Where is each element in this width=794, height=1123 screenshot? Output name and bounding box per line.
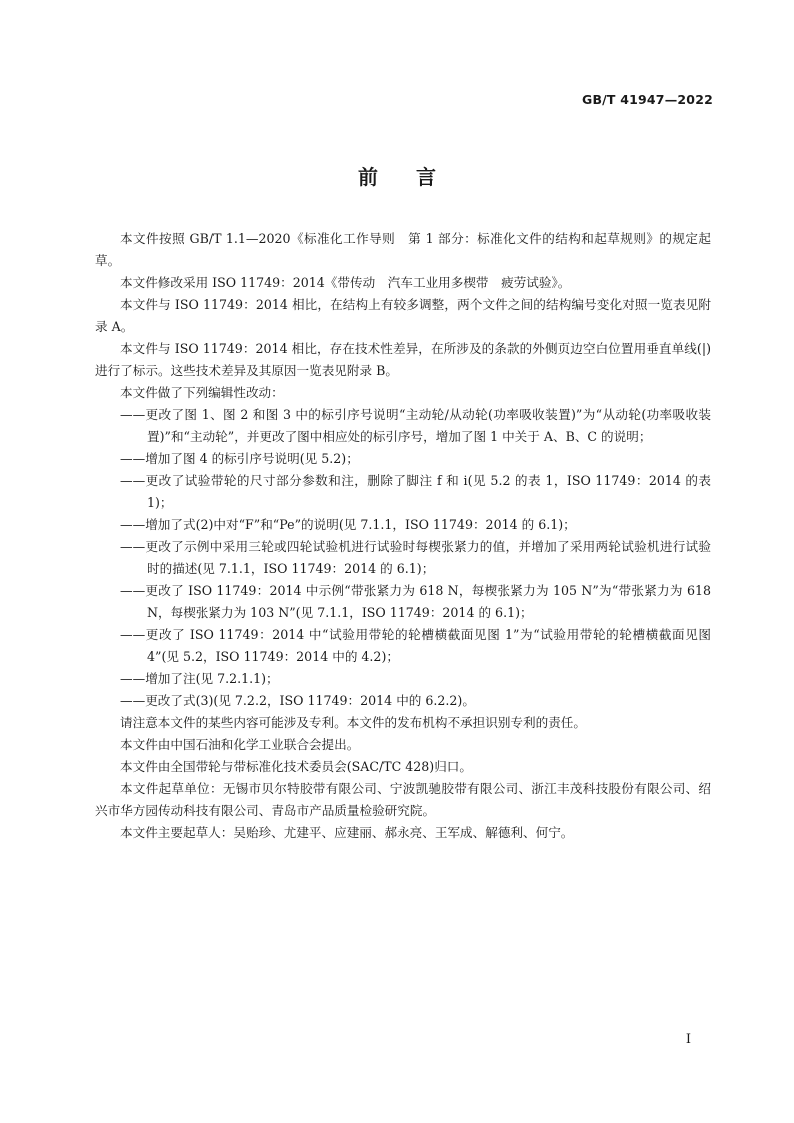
list-item: ——更改了式(3)(见 7.2.2，ISO 11749：2014 中的 6.2.2)。 xyxy=(120,693,475,708)
paragraph-adoption: 本文件修改采用 ISO 11749：2014《带传动 汽车工业用多楔带 疲劳试验》。 xyxy=(120,275,571,290)
list-item: ——增加了注(见 7.2.1.1)； xyxy=(120,671,279,686)
paragraph-drafting-rules: 本文件按照 GB/T 1.1—2020《标准化工作导则 第 1 部分：标准化文件的结构和起草规则》的规定起草。 xyxy=(95,231,711,268)
paragraph-technical-differences: 本文件与 ISO 11749：2014 相比，存在技术性差异，在所涉及的条款的外侧页边空白位置用垂直单线(|)进行了标示。这些技术差异及其原因一览表见附录 B。 xyxy=(95,341,711,378)
list-item: ——更改了图 1、图 2 和图 3 中的标引序号说明“主动轮/从动轮(功率吸收装置)”为“从动轮(功率吸收装置)”和“主动轮”，并更改了图中相应处的标引序号，增加了图 1 中关于 A、B、C 的说明； xyxy=(120,407,711,444)
paragraph-structure-changes: 本文件与 ISO 11749：2014 相比，在结构上有较多调整，两个文件之间的结构编号变化对照一览表见附录 A。 xyxy=(95,297,711,334)
list-item: ——更改了 ISO 11749：2014 中“试验用带轮的轮槽横截面见图 1”为“试验用带轮的轮槽横截面见图 4”(见 5.2，ISO 11749：2014 中的 4.2)； xyxy=(120,627,711,664)
list-item: ——更改了 ISO 11749：2014 中示例“带张紧力为 618 N，每楔张紧力为 105 N”为“带张紧力为 618 N，每楔张紧力为 103 N”(见 7.1.1，ISO 11749：2014 的 6.1)； xyxy=(120,583,711,620)
paragraph-drafting-units: 本文件起草单位：无锡市贝尔特胶带有限公司、宁波凯驰胶带有限公司、浙江丰茂科技股份有限公司、绍兴市华方园传动科技有限公司、青岛市产品质量检验研究院。 xyxy=(95,781,711,818)
list-item: ——更改了试验带轮的尺寸部分参数和注，删除了脚注 f 和 i(见 5.2 的表 1，ISO 11749：2014 的表 1)； xyxy=(120,473,711,510)
standard-number: GB/T 41947—2022 xyxy=(581,92,713,107)
list-item: ——增加了图 4 的标引序号说明(见 5.2)； xyxy=(120,451,359,466)
page-number: I xyxy=(685,1032,691,1047)
list-item: ——增加了式(2)中对“F”和“Pe”的说明(见 7.1.1，ISO 11749：2014 的 6.1)； xyxy=(120,517,576,532)
list-item: ——更改了示例中采用三轮或四轮试验机进行试验时每楔张紧力的值，并增加了采用两轮试验机进行试验时的描述(见 7.1.1，ISO 11749：2014 的 6.1)； xyxy=(120,539,711,576)
paragraph-editorial-intro: 本文件做了下列编辑性改动： xyxy=(120,385,284,400)
paragraph-patent-notice: 请注意本文件的某些内容可能涉及专利。本文件的发布机构不承担识别专利的责任。 xyxy=(120,715,586,730)
paragraph-drafters: 本文件主要起草人：吴贻珍、尤建平、应建丽、郝永亮、王军成、解德利、何宁。 xyxy=(120,825,574,840)
foreword-body xyxy=(95,228,711,844)
paragraph-proposer: 本文件由中国石油和化学工业联合会提出。 xyxy=(120,737,360,752)
page-title: 前言 xyxy=(358,165,474,189)
paragraph-committee: 本文件由全国带轮与带标准化技术委员会(SAC/TC 428)归口。 xyxy=(120,759,472,774)
